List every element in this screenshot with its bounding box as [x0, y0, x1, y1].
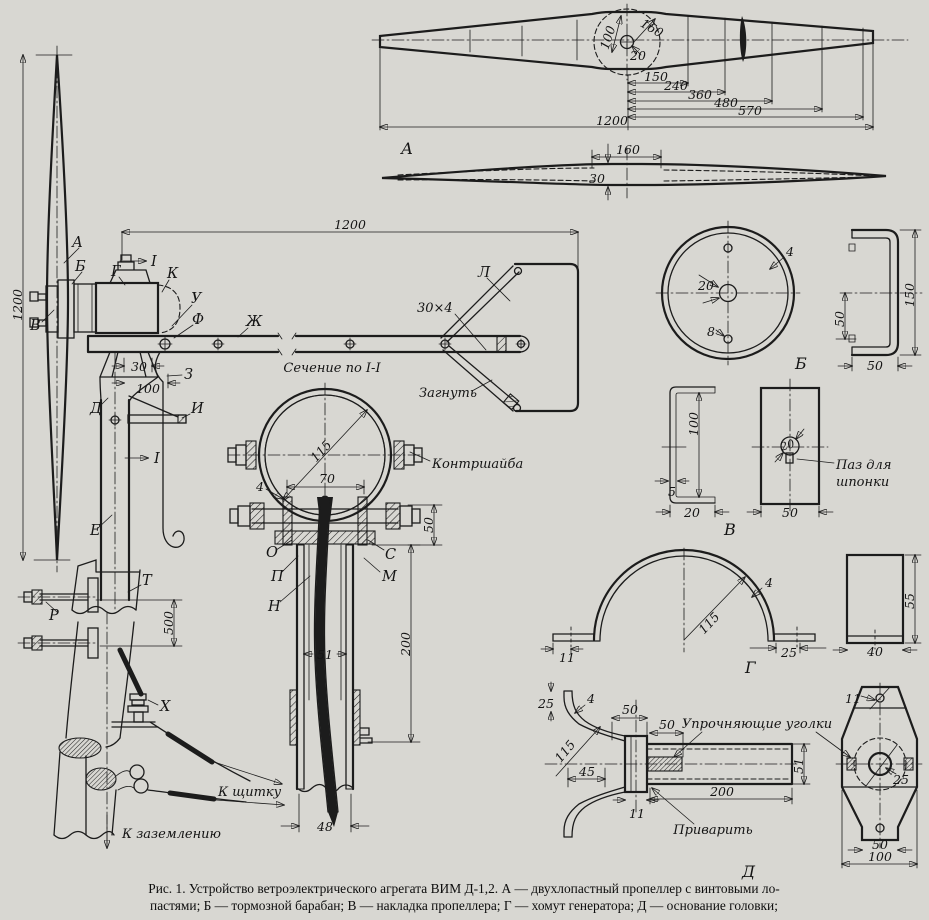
label-v: В [30, 318, 41, 334]
detail-v-dim-5: 5 [668, 484, 676, 499]
side-dim-100: 100 [136, 381, 160, 396]
plate-dim-100: 100 [868, 849, 892, 864]
detail-b-dim-150: 150 [902, 283, 917, 307]
side-dim-boom-1200: 1200 [334, 217, 366, 232]
edge-dim-160: 160 [616, 142, 640, 157]
label-l: Л [478, 265, 491, 281]
label-f: Ф [192, 312, 205, 328]
detail-d-dim-115: 115 [551, 737, 579, 765]
label-i: И [191, 401, 204, 417]
label-n: Н [268, 599, 281, 615]
section-dim-115: 115 [307, 437, 335, 465]
brake-drum-side [74, 284, 96, 332]
label-s: С [385, 547, 397, 563]
label-p: П [271, 569, 284, 585]
propeller-edge-view [382, 142, 886, 200]
label-k: К [167, 266, 179, 282]
keyway-note-2: шпонки [836, 475, 890, 490]
detail-v-dim-50: 50 [782, 505, 798, 520]
note-to-panel: К щитку [218, 785, 282, 800]
detail-b-dim-offset-50: 50 [832, 311, 847, 327]
label-b: Б [75, 259, 86, 275]
note-weld: Приварить [673, 823, 753, 838]
propeller-blade-outline [380, 12, 873, 69]
plate-dim-11: 11 [845, 691, 861, 706]
dim-480: 480 [714, 95, 738, 110]
boom-bolts [158, 337, 526, 351]
edge-blade-outline [382, 164, 886, 185]
detail-d-dim-4: 4 [587, 691, 595, 706]
caption-line-1: Рис. 1. Устройство ветроэлектрического агрегата ВИМ Д-1,2. А — двухлопастный пропеллер с винтовыми ло- [148, 881, 780, 896]
side-dim-500: 500 [161, 611, 176, 635]
keyway-note-1: Паз для [836, 458, 892, 473]
generator-body [96, 283, 158, 333]
generator-cover-outline [158, 285, 180, 333]
figure-caption [148, 881, 779, 913]
note-reinforcing-angles: Упрочняющие уголки [681, 717, 833, 732]
detail-b-dim-8: 8 [707, 324, 715, 339]
label-r: Р [49, 608, 59, 624]
label-t: Т [142, 573, 152, 589]
detail-g-label: Г [745, 658, 756, 677]
propeller-front-view [372, 4, 908, 158]
section-mark-bottom: I [154, 451, 160, 467]
view-label-a: А [401, 139, 414, 158]
detail-d-dim-51: 51 [791, 758, 806, 774]
detail-d-head-base [537, 682, 922, 881]
detail-g-dim-115: 115 [695, 609, 723, 637]
side-dim-height-1200: 1200 [10, 289, 25, 321]
detail-v-hole-20: 20 [778, 437, 797, 454]
section-dim-4: 4 [256, 479, 264, 494]
detail-d-dim-50-flange: 50 [622, 702, 638, 717]
label-z: З [184, 367, 194, 383]
hub-dim-20: 20 [630, 48, 646, 63]
section-view [228, 361, 523, 834]
label-d: Д [90, 401, 102, 417]
caption-line-2: пастями; Б — тормозной барабан; В — накладка пропеллера; Г — хомут генератора; Д — основание головки; [150, 898, 778, 913]
section-dim-50: 50 [421, 517, 436, 533]
dim-360: 360 [688, 87, 712, 102]
label-m: М [382, 569, 397, 585]
side-dim-30: 30 [131, 359, 147, 374]
detail-d-dim-11: 11 [629, 806, 645, 821]
plate-dim-50: 50 [872, 837, 888, 852]
detail-b-dim-20: 20 [698, 278, 714, 293]
note-counterwasher: Контршайба [432, 457, 524, 472]
hub-dim-160: 160 [637, 15, 667, 41]
detail-g-dim-11: 11 [559, 650, 575, 665]
hub-dim-100: 100 [596, 23, 619, 52]
dim-150: 150 [644, 69, 668, 84]
detail-g-clamp [541, 548, 921, 677]
detail-d-dim-45: 45 [579, 764, 595, 779]
detail-g-dim-55: 55 [902, 593, 917, 609]
detail-b-brake-drum [656, 221, 922, 373]
detail-b-dim-4: 4 [786, 244, 794, 259]
dim-570: 570 [738, 103, 762, 118]
detail-b-dim-depth-50: 50 [867, 358, 883, 373]
section-dim-70: 70 [319, 471, 335, 486]
detail-b-label: Б [795, 354, 807, 373]
detail-v-dim-100: 100 [686, 412, 701, 436]
note-bend: Загнуть [419, 386, 477, 401]
label-g: Г [111, 264, 121, 280]
edge-dim-30: 30 [589, 171, 605, 186]
detail-v-label: В [724, 520, 736, 539]
airfoil-section [740, 16, 746, 62]
section-dim-51: 51 [317, 647, 333, 662]
detail-v-dim-20: 20 [684, 505, 700, 520]
detail-v-pad [655, 379, 891, 539]
detail-d-dim-200: 200 [710, 784, 734, 799]
detail-d-dim-25: 25 [538, 696, 554, 711]
label-o: О [266, 545, 278, 561]
section-title: Сечение по I-I [283, 361, 381, 376]
label-zh: Ж [246, 314, 263, 330]
section-dim-48: 48 [317, 819, 333, 834]
tail-boom [88, 336, 520, 352]
label-u: У [191, 291, 202, 307]
label-a: А [72, 235, 83, 251]
dim-240: 240 [664, 78, 688, 93]
label-e: Е [90, 523, 101, 539]
plate-dim-25: 25 [893, 772, 909, 787]
detail-d-label: Д [742, 862, 756, 881]
detail-g-dim-25: 25 [781, 645, 797, 660]
note-strip-30x4: 30×4 [417, 301, 453, 316]
section-dim-200: 200 [398, 632, 413, 656]
detail-g-dim-40: 40 [867, 644, 883, 659]
label-h: Х [160, 699, 171, 715]
section-mark-top: I [151, 254, 157, 270]
dim-1200: 1200 [596, 113, 628, 128]
detail-d-dim-50-weld: 50 [659, 717, 675, 732]
detail-g-dim-4: 4 [765, 575, 773, 590]
note-to-ground: К заземлению [122, 827, 221, 842]
